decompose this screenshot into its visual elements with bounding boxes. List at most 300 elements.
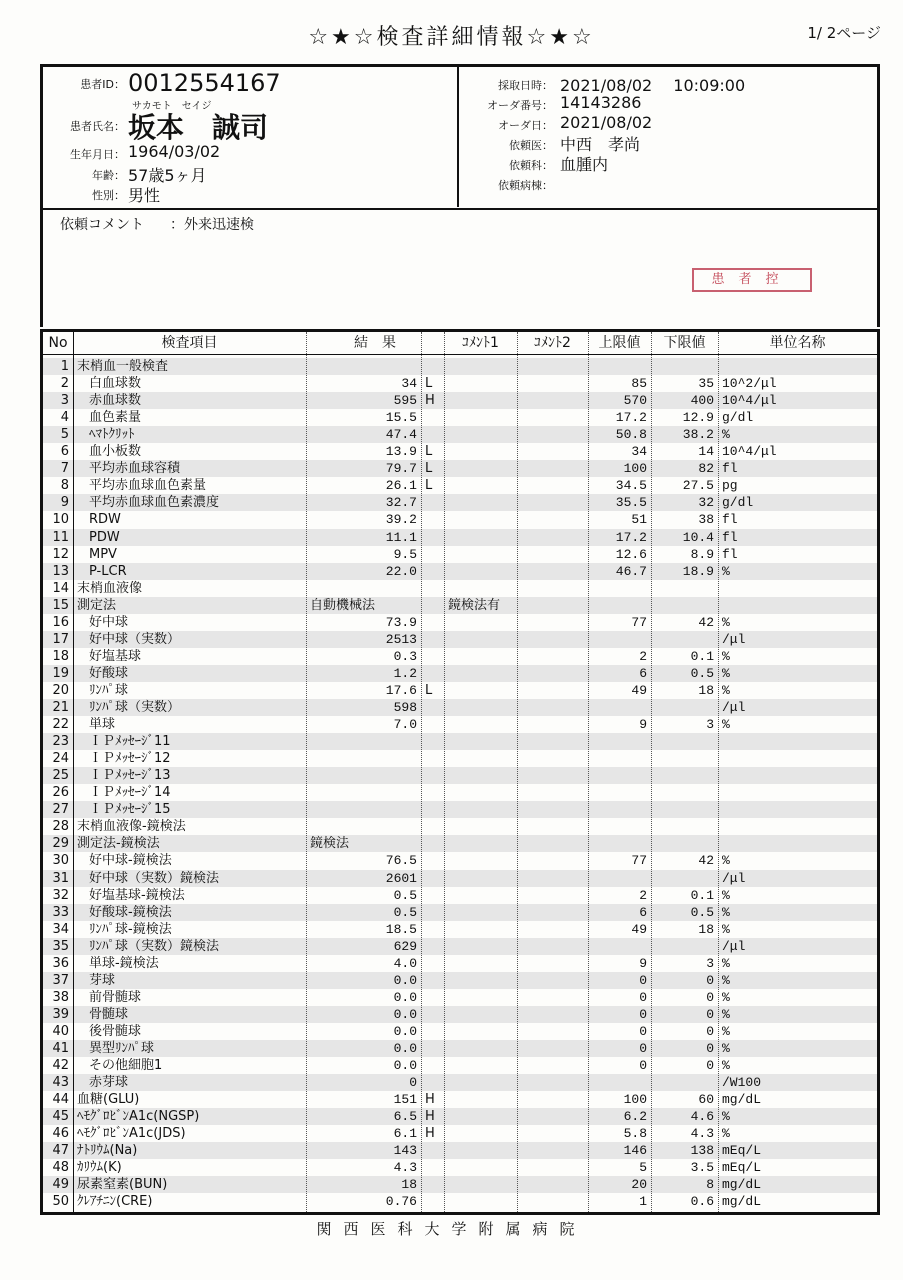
patient-name: 坂本 誠司 — [128, 111, 269, 144]
abnormal-flag — [425, 989, 444, 1006]
comment1 — [448, 648, 517, 665]
abnormal-flag: L — [425, 682, 433, 698]
test-item: 単球 — [89, 717, 116, 733]
lower-limit — [651, 358, 714, 375]
test-item: ﾍﾓｸﾞﾛﾋﾞﾝA1c(JDS) — [77, 1126, 186, 1142]
row-no: 12 — [52, 546, 69, 562]
result-value: 0.5 — [393, 887, 417, 903]
dob-label: 生年月日： — [70, 148, 125, 161]
comment1 — [448, 904, 517, 921]
test-item: 赤芽球 — [89, 1075, 129, 1091]
row-no: 17 — [52, 631, 69, 647]
table-row — [43, 818, 877, 835]
upper-limit: 77 — [631, 853, 647, 869]
lower-limit: 0.1 — [690, 648, 714, 664]
result-value: 143 — [393, 1143, 417, 1159]
unit: mg/dL — [722, 1092, 762, 1108]
table-row — [43, 392, 877, 409]
abnormal-flag — [425, 358, 444, 375]
upper-limit: 46.7 — [615, 563, 647, 579]
lower-limit: 35 — [698, 376, 714, 392]
unit — [722, 733, 877, 750]
unit — [722, 597, 877, 614]
comment1 — [448, 529, 517, 546]
result-value: 0.0 — [393, 972, 417, 988]
upper-limit: 100 — [623, 461, 647, 477]
unit — [722, 784, 877, 801]
test-item: ﾘﾝﾊﾟ球-鏡検法 — [89, 921, 172, 937]
table-row — [43, 750, 877, 767]
result-value: 11.1 — [385, 529, 417, 545]
lower-limit: 82 — [698, 461, 714, 477]
comment1 — [448, 511, 517, 528]
unit: % — [722, 563, 730, 579]
test-item: ＩＰﾒｯｾｰｼﾞ14 — [89, 785, 171, 801]
upper-limit: 100 — [623, 1092, 647, 1108]
lower-limit: 10.4 — [682, 529, 714, 545]
comment1 — [448, 409, 517, 426]
table-row — [43, 716, 877, 733]
table-row — [43, 921, 877, 938]
test-item: 好中球（実数）鏡検法 — [89, 870, 220, 886]
result-value — [306, 767, 417, 784]
row-no: 35 — [52, 938, 69, 954]
comment-label: 依頼コメント — [60, 217, 144, 233]
test-item: 芽球 — [89, 972, 116, 988]
table-row — [43, 529, 877, 546]
row-no: 46 — [52, 1126, 69, 1142]
row-no: 42 — [52, 1058, 69, 1074]
test-item: 平均赤血球血色素量 — [89, 478, 207, 494]
unit — [722, 767, 877, 784]
test-item: 尿素窒素(BUN) — [77, 1177, 168, 1193]
test-item: 末梢血一般検査 — [77, 359, 169, 374]
result-value: 18 — [401, 1177, 417, 1193]
unit — [722, 818, 877, 835]
row-no: 15 — [52, 597, 69, 613]
row-no: 45 — [52, 1109, 69, 1125]
upper-limit: 2 — [639, 887, 647, 903]
table-row — [43, 597, 877, 614]
comment1 — [448, 682, 517, 699]
abnormal-flag — [425, 750, 444, 767]
unit: % — [722, 955, 730, 971]
result-value: 2601 — [385, 870, 417, 886]
unit: fl — [722, 546, 738, 562]
comment1 — [448, 1057, 517, 1074]
lower-limit — [651, 767, 714, 784]
table-row — [43, 887, 877, 904]
table-row — [43, 955, 877, 972]
abnormal-flag — [425, 1006, 444, 1023]
upper-limit: 0 — [639, 1058, 647, 1074]
test-item: PDW — [89, 529, 120, 545]
result-value: 18.5 — [385, 921, 417, 937]
abnormal-flag — [425, 801, 444, 818]
abnormal-flag — [425, 1142, 444, 1159]
comment1 — [448, 1040, 517, 1057]
table-row — [43, 665, 877, 682]
test-item: その他細胞1 — [89, 1058, 163, 1074]
column-divider — [718, 332, 719, 1212]
unit: % — [722, 887, 730, 903]
comment1 — [448, 1142, 517, 1159]
abnormal-flag — [425, 597, 444, 614]
lower-limit: 0 — [706, 1006, 714, 1022]
abnormal-flag — [425, 409, 444, 426]
row-no: 28 — [52, 819, 69, 835]
comment1 — [448, 784, 517, 801]
row-no: 6 — [60, 444, 69, 460]
abnormal-flag — [425, 1023, 444, 1040]
upper-limit: 51 — [631, 512, 647, 528]
table-row — [43, 989, 877, 1006]
result-value — [306, 733, 417, 750]
unit: fl — [722, 512, 738, 528]
doctor: 中西 孝尚 — [560, 135, 641, 154]
comment1 — [448, 887, 517, 904]
comment1 — [448, 477, 517, 494]
row-no: 27 — [52, 802, 69, 818]
abnormal-flag — [425, 835, 444, 852]
test-item: ﾅﾄﾘｳﾑ(Na) — [77, 1143, 138, 1159]
comment1 — [448, 767, 517, 784]
comment1 — [448, 665, 517, 682]
row-no: 5 — [60, 427, 69, 443]
lower-limit — [651, 801, 714, 818]
row-no: 21 — [52, 700, 69, 715]
result-value: 0.3 — [393, 648, 417, 664]
result-value — [306, 801, 417, 818]
comment1 — [448, 614, 517, 631]
test-item: 異型ﾘﾝﾊﾟ球 — [89, 1041, 155, 1056]
lower-limit: 0 — [706, 989, 714, 1005]
abnormal-flag: H — [425, 1109, 435, 1125]
upper-limit — [588, 870, 647, 887]
document-title: ☆★☆検査詳細情報☆★☆ — [308, 25, 595, 50]
lower-limit: 138 — [690, 1143, 714, 1159]
upper-limit: 0 — [639, 989, 647, 1005]
unit: mg/dL — [722, 1177, 762, 1193]
table-row — [43, 409, 877, 426]
abnormal-flag — [425, 1057, 444, 1074]
lower-limit: 8 — [706, 1177, 714, 1193]
abnormal-flag — [425, 563, 444, 580]
lower-limit: 12.9 — [682, 410, 714, 426]
abnormal-flag: L — [425, 478, 433, 494]
upper-limit — [588, 358, 647, 375]
patient-copy-stamp: 患者控 — [692, 268, 812, 292]
table-row — [43, 1125, 877, 1142]
upper-limit: 0 — [639, 1041, 647, 1056]
table-row — [43, 648, 877, 665]
unit: fl — [722, 461, 738, 477]
unit: pg — [722, 478, 738, 494]
abnormal-flag — [425, 904, 444, 921]
unit: /W100 — [722, 1075, 762, 1091]
upper-limit: 6.2 — [623, 1109, 647, 1125]
table-row — [43, 358, 877, 375]
test-item: 測定法-鏡検法 — [77, 836, 160, 852]
collected-datetime: 2021/08/02 10:09:00 — [560, 76, 746, 95]
upper-limit: 6 — [639, 665, 647, 681]
row-no: 23 — [52, 734, 69, 750]
comment1: 鏡検法有 — [448, 597, 501, 613]
upper-limit: 9 — [639, 955, 647, 971]
unit: /μl — [722, 700, 746, 715]
table-row — [43, 938, 877, 955]
comment1 — [448, 375, 517, 392]
row-no: 37 — [52, 972, 69, 988]
doctor-label: 依頼医： — [509, 139, 553, 152]
comment1 — [448, 989, 517, 1006]
lower-limit: 400 — [690, 393, 714, 409]
row-no: 31 — [52, 870, 69, 886]
result-value: 0.5 — [393, 904, 417, 920]
comment1 — [448, 358, 517, 375]
table-row — [43, 511, 877, 528]
unit: 10^4/μl — [722, 444, 777, 460]
comment1 — [448, 443, 517, 460]
lower-limit: 3.5 — [690, 1160, 714, 1176]
test-item: ﾍﾏﾄｸﾘｯﾄ — [89, 427, 135, 443]
lower-limit: 0.6 — [690, 1194, 714, 1210]
comment1 — [448, 392, 517, 409]
column-divider — [517, 332, 518, 1212]
result-value: 47.4 — [385, 427, 417, 443]
lower-limit: 18 — [698, 682, 714, 698]
table-row — [43, 1159, 877, 1176]
result-value: 15.5 — [385, 410, 417, 426]
order-no: 14143286 — [560, 93, 642, 112]
column-header-item: 検査項目 — [73, 332, 306, 355]
result-value: 151 — [393, 1092, 417, 1108]
upper-limit — [588, 1074, 647, 1091]
unit: % — [722, 1023, 730, 1039]
table-row — [43, 563, 877, 580]
result-value: 2513 — [385, 631, 417, 647]
order-no-label: オーダ番号： — [487, 99, 553, 112]
comment-value: ：外来迅速検 — [170, 217, 254, 233]
row-no: 19 — [52, 665, 69, 681]
upper-limit: 5.8 — [623, 1126, 647, 1142]
test-item: 骨髄球 — [89, 1006, 129, 1022]
row-no: 10 — [52, 512, 69, 528]
test-item: 好中球（実数） — [89, 631, 181, 647]
abnormal-flag: H — [425, 1126, 435, 1142]
upper-limit: 0 — [639, 1023, 647, 1039]
abnormal-flag — [425, 716, 444, 733]
result-value: 0.0 — [393, 1041, 417, 1056]
upper-limit: 5 — [639, 1160, 647, 1176]
result-value: 6.1 — [393, 1126, 417, 1142]
table-row — [43, 1176, 877, 1193]
column-divider — [73, 332, 74, 1212]
test-item: 好酸球 — [89, 665, 129, 681]
unit — [722, 358, 877, 375]
lower-limit: 0 — [706, 1023, 714, 1039]
column-header-unit: 単位名称 — [718, 332, 877, 355]
table-row — [43, 801, 877, 818]
row-no: 44 — [52, 1092, 69, 1108]
result-value — [306, 818, 417, 835]
comment1 — [448, 733, 517, 750]
table-row — [43, 1142, 877, 1159]
result-value: 9.5 — [393, 546, 417, 562]
table-row — [43, 784, 877, 801]
test-item: 単球-鏡検法 — [89, 955, 159, 971]
lower-limit: 0.5 — [690, 904, 714, 920]
row-no: 11 — [52, 529, 69, 545]
lower-limit — [651, 733, 714, 750]
result-value — [306, 580, 417, 597]
upper-limit — [588, 818, 647, 835]
column-header-comment1: ｺﾒﾝﾄ1 — [444, 332, 517, 355]
unit — [722, 750, 877, 767]
row-no: 40 — [52, 1023, 69, 1039]
test-item: ﾘﾝﾊﾟ球（実数） — [89, 700, 181, 715]
lower-limit — [651, 870, 714, 887]
unit: % — [722, 717, 730, 733]
table-row — [43, 580, 877, 597]
comment1 — [448, 1108, 517, 1125]
table-row — [43, 1074, 877, 1091]
comment1 — [448, 750, 517, 767]
test-item: ｶﾘｳﾑ(K) — [77, 1160, 122, 1176]
column-header-upper: 上限値 — [588, 332, 651, 355]
upper-limit — [588, 597, 647, 614]
column-divider — [306, 332, 307, 1212]
row-no: 13 — [52, 563, 69, 579]
abnormal-flag — [425, 784, 444, 801]
table-row — [43, 1193, 877, 1210]
comment1 — [448, 631, 517, 648]
comment1 — [448, 1193, 517, 1210]
abnormal-flag — [425, 767, 444, 784]
row-no: 22 — [52, 717, 69, 733]
comment1 — [448, 938, 517, 955]
table-row — [43, 733, 877, 750]
comment1 — [448, 972, 517, 989]
unit: % — [722, 682, 730, 698]
lower-limit: 38 — [698, 512, 714, 528]
test-item: 測定法 — [77, 597, 117, 613]
test-item: RDW — [89, 512, 121, 528]
row-no: 43 — [52, 1075, 69, 1091]
table-row — [43, 631, 877, 648]
abnormal-flag: H — [425, 393, 435, 409]
unit: 10^4/μl — [722, 393, 777, 409]
page-number: 1/ 2ページ — [807, 24, 881, 42]
result-value: 22.0 — [385, 563, 417, 579]
row-no: 39 — [52, 1006, 69, 1022]
test-item: 前骨髄球 — [89, 989, 142, 1005]
abnormal-flag — [425, 631, 444, 648]
table-row — [43, 477, 877, 494]
comment1 — [448, 921, 517, 938]
test-item: 好塩基球-鏡検法 — [89, 887, 185, 903]
unit: mEq/L — [722, 1160, 762, 1176]
upper-limit: 17.2 — [615, 410, 647, 426]
row-no: 24 — [52, 751, 69, 767]
result-value — [306, 750, 417, 767]
unit: % — [722, 921, 730, 937]
lower-limit: 18.9 — [682, 563, 714, 579]
upper-limit: 6 — [639, 904, 647, 920]
test-item: 好酸球-鏡検法 — [89, 904, 172, 920]
upper-limit: 49 — [631, 682, 647, 698]
patient-id-label: 患者ID： — [80, 78, 125, 91]
test-item: 白血球数 — [89, 376, 142, 392]
abnormal-flag — [425, 699, 444, 716]
comment1 — [448, 1176, 517, 1193]
dob: 1964/03/02 — [128, 142, 221, 161]
row-no: 29 — [52, 836, 69, 852]
comment1 — [448, 955, 517, 972]
unit: % — [722, 648, 730, 664]
result-value: 7.0 — [393, 717, 417, 733]
lower-limit: 4.3 — [690, 1126, 714, 1142]
table-row — [43, 767, 877, 784]
comment1 — [448, 835, 517, 852]
abnormal-flag — [425, 494, 444, 511]
table-row — [43, 460, 877, 477]
table-row — [43, 682, 877, 699]
result-value: 6.5 — [393, 1109, 417, 1125]
patient-id: 0012554167 — [128, 69, 281, 97]
patient-name-label: 患者氏名： — [70, 120, 125, 133]
abnormal-flag — [425, 733, 444, 750]
table-row — [43, 852, 877, 869]
lower-limit: 60 — [698, 1092, 714, 1108]
abnormal-flag — [425, 887, 444, 904]
unit: % — [722, 1006, 730, 1022]
abnormal-flag — [425, 938, 444, 955]
table-row — [43, 443, 877, 460]
test-item: 血色素量 — [89, 410, 142, 426]
patient-kana: サカモト セイジ — [132, 101, 212, 112]
lower-limit — [651, 818, 714, 835]
comment1 — [448, 1159, 517, 1176]
result-value: 79.7 — [385, 461, 417, 477]
upper-limit — [588, 580, 647, 597]
upper-limit: 34.5 — [615, 478, 647, 494]
lower-limit — [651, 597, 714, 614]
column-divider — [588, 332, 589, 1212]
lower-limit: 42 — [698, 853, 714, 869]
test-item: ﾘﾝﾊﾟ球（実数）鏡検法 — [89, 938, 220, 954]
unit — [722, 580, 877, 597]
table-row — [43, 699, 877, 716]
result-value: 598 — [393, 700, 417, 715]
results-table — [40, 329, 880, 1215]
test-item: ＩＰﾒｯｾｰｼﾞ13 — [89, 768, 171, 784]
column-divider — [651, 332, 652, 1212]
unit — [722, 801, 877, 818]
upper-limit: 9 — [639, 717, 647, 733]
comment1 — [448, 818, 517, 835]
lower-limit: 0 — [706, 1041, 714, 1056]
lower-limit — [651, 1074, 714, 1091]
result-value — [306, 784, 417, 801]
unit: % — [722, 904, 730, 920]
abnormal-flag — [425, 1193, 444, 1210]
table-row — [43, 972, 877, 989]
lower-limit: 0.1 — [690, 887, 714, 903]
unit: g/dl — [722, 495, 754, 511]
comment1 — [448, 852, 517, 869]
comment1 — [448, 1125, 517, 1142]
